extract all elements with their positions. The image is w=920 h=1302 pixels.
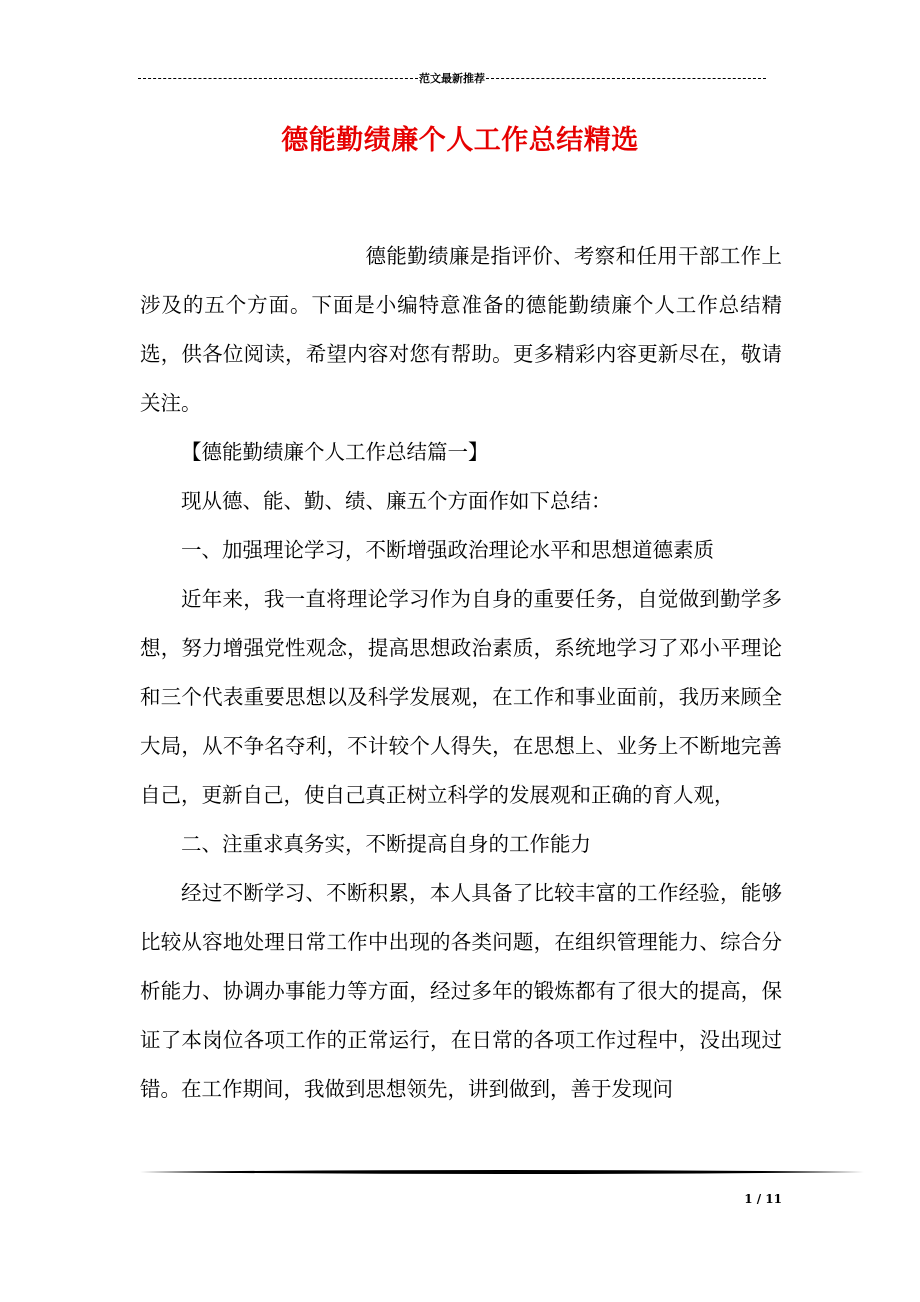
footer-divider <box>140 1169 864 1175</box>
summary-lead-paragraph: 现从德、能、勤、绩、廉五个方面作如下总结： <box>181 489 612 513</box>
intro-paragraph: 德能勤绩廉是指评价、考察和任用干部工作上涉及的五个方面。下面是小编特意准备的德能勤绩廉个人工作总结精选，供各位阅读，希望内容对您有帮助。更多精彩内容更新尽在，敬请关注。 <box>140 244 782 415</box>
document-body <box>140 232 782 1114</box>
work-ability-paragraph: 经过不断学习、不断积累，本人具备了比较丰富的工作经验，能够比较从容地处理日常工作中出现的各类问题，在组织管理能力、综合分析能力、协调办事能力等方面，经过多年的锻炼都有了很大的提高，保证了本岗位各项工作的正常运行，在日常的各项工作过程中，没出现过错。在工作期间，我做到思想领先，讲到做到，善于发现问 <box>140 881 782 1101</box>
page-header <box>138 68 766 88</box>
page-number: 1 / 11 <box>744 1192 782 1206</box>
section-heading-work-ability: 二、注重求真务实，不断提高自身的工作能力 <box>181 832 591 856</box>
header-label: 范文最新推荐 <box>419 72 485 85</box>
document-title: 德能勤绩廉个人工作总结精选 <box>281 125 639 156</box>
header-dash-left <box>138 78 418 79</box>
theory-study-paragraph: 近年来，我一直将理论学习作为自身的重要任务，自觉做到勤学多想，努力增强党性观念，提高思想政治素质，系统地学习了邓小平理论和三个代表重要思想以及科学发展观，在工作和事业面前，我历来顾全大局，从不争名夺利，不计较个人得失，在思想上、业务上不断地完善自己，更新自己，使自己真正树立科学的发展观和正确的育人观， <box>140 587 782 807</box>
section-heading-theory-study: 一、加强理论学习，不断增强政治理论水平和思想道德素质 <box>181 538 714 562</box>
header-dash-right <box>486 78 766 79</box>
section-heading-part-one: 【德能勤绩廉个人工作总结篇一】 <box>181 440 489 464</box>
